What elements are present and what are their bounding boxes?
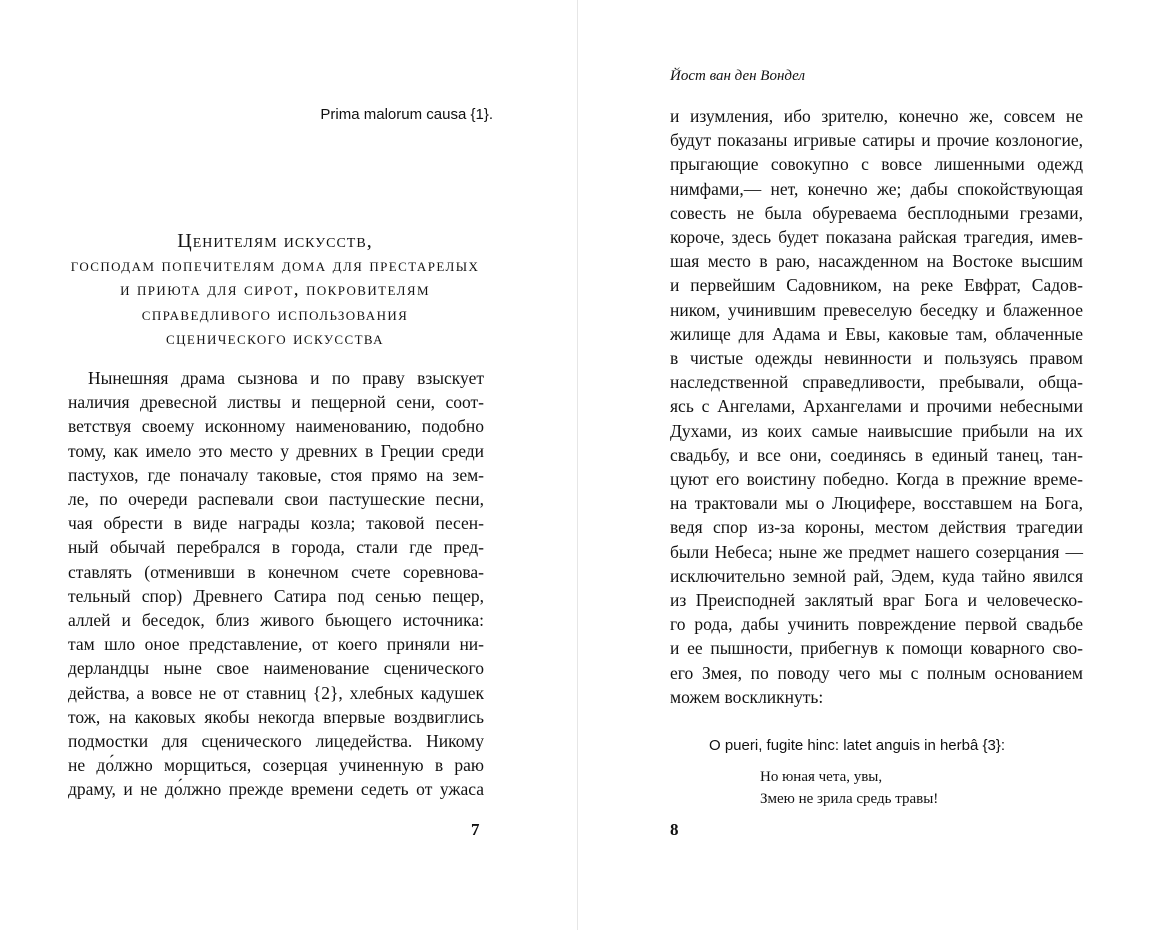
text-line: ведя спор из-за короны, местом действия трагедии — [670, 517, 1083, 538]
text-line: исключительно земной рай, Эдем, куда тайно явился — [670, 565, 1083, 586]
text-line: свадьбу, и все они, соединясь в единый танец, тан- — [670, 444, 1083, 465]
text-line: ясь с Ангелами, Архангелами и прочими небесными — [670, 396, 1083, 417]
dedication-line: и приюта для сирот, покровителям — [120, 279, 430, 300]
text-line: чая обрести в виде награды козла; таковой песен- — [68, 513, 484, 534]
right-body-text — [670, 104, 1083, 709]
text-line: ставлять (отменивши в конечном счете соревнова- — [68, 561, 484, 582]
dedication-line: господам попечителям дома для престарелых — [70, 254, 480, 276]
text-line: в чистые одежды невинности и пользуясь правом — [670, 348, 1083, 369]
text-line: и изумления, ибо зрителю, конечно же, совсем не — [670, 106, 1083, 126]
text-line: прыгающие совокупно с вовсе лишенными одежд — [670, 154, 1083, 175]
dedication-line: справедливого использования — [141, 303, 409, 325]
text-line: наличия древесной листвы и пещерной сени, соот- — [68, 392, 484, 413]
verse-line: Но юная чета, увы, — [760, 769, 883, 785]
text-line: го рода, дабы учинить повреждение первой свадьбе — [670, 614, 1083, 635]
left-body-text — [68, 366, 484, 802]
dedication-line: Ценителям искусств, — [177, 230, 373, 252]
text-line: ный обычай перебрался в города, стали где пред- — [68, 537, 484, 558]
page-number: 7 — [471, 820, 480, 839]
latin-quote: O pueri, fugite hinc: latet anguis in herbâ {3}: — [709, 737, 1006, 754]
text-line: его Змея, по поводу чего мы с полным основанием — [670, 662, 1083, 683]
text-line: тож, на каковых якобы некогда впервые воздвиглись — [68, 706, 484, 727]
text-line: пастухов, где поначалу таковые, стоя прямо на зем- — [68, 464, 484, 485]
text-line: из Преисподней заклятый враг Бога и человеческо- — [670, 590, 1083, 611]
epigraph: Prima malorum causa {1}. — [320, 106, 493, 123]
running-head: Йост ван ден Вондел — [670, 68, 805, 84]
text-line: были Небеса; ныне же предмет нашего созерцания — — [670, 541, 1083, 562]
text-line: и первейшим Садовником, на реке Евфрат, Садов- — [670, 275, 1083, 296]
text-line: жилище для Адама и Евы, каковые там, облаченные — [670, 323, 1083, 344]
text-line: не до́лжно морщиться, созерцая учиненную в раю — [68, 755, 484, 776]
text-line: тельный спор) Древнего Сатира под сенью пещер, — [68, 585, 484, 606]
text-line: цуют его воистину победно. Когда в прежние време- — [670, 469, 1083, 490]
text-line: наследственной справедливости, пребывали, обща- — [670, 372, 1083, 393]
text-line: драму, и не до́лжно прежде времени седеть от ужаса — [68, 779, 484, 800]
text-line: ником, учинившим превеселую беседку и блаженное — [670, 299, 1083, 320]
text-line: тому, как имело это место у древних в Греции среди — [68, 440, 484, 461]
text-line: будут показаны игривые сатиры и прочие козлоногие, — [670, 130, 1083, 151]
verse — [760, 766, 938, 810]
left-page — [0, 0, 577, 930]
text-line: короче, здесь будет показана райская трагедия, имев- — [670, 227, 1083, 248]
text-line: ветствуя своему исконному наименованию, подобно — [68, 416, 484, 437]
text-line: и ее пышности, прибегнув к помощи коварного сво- — [670, 638, 1083, 659]
right-page — [578, 0, 1155, 930]
text-line: подмостки для сценического лицедейства. Никому — [68, 731, 484, 752]
text-line: Духами, из коих самые наивысшие прибыли на их — [670, 420, 1083, 441]
text-line: совесть не была обуреваема бесплодными грезами, — [670, 202, 1083, 223]
text-line: ле, по очереди распевали свои пастушеские песни, — [68, 489, 484, 510]
text-line: на трактовали мы о Люцифере, восставшем на Бога, — [670, 493, 1083, 514]
text-line: аллей и беседок, близ живого бьющего источника: — [68, 610, 484, 631]
text-line: можем воскликнуть: — [670, 686, 824, 707]
dedication-line: сценического искусства — [166, 328, 384, 349]
text-line: там шло оное представление, от коего приняли ни- — [68, 634, 484, 655]
text-line: действа, а вовсе не от ставниц {2}, хлебных кадушек — [68, 682, 484, 703]
verse-line: Змею не зрила средь травы! — [760, 791, 939, 807]
text-line: нимфами,— нет, конечно же; дабы спокойствующая — [670, 178, 1083, 199]
page-number: 8 — [670, 820, 679, 839]
dedication-heading — [68, 229, 482, 352]
text-line: Нынешняя драма сызнова и по праву взыскует — [88, 368, 484, 388]
text-line: шая место в раю, насажденном на Востоке высшим — [670, 251, 1083, 272]
text-line: дерландцы ныне свое наименование сценического — [68, 658, 484, 679]
